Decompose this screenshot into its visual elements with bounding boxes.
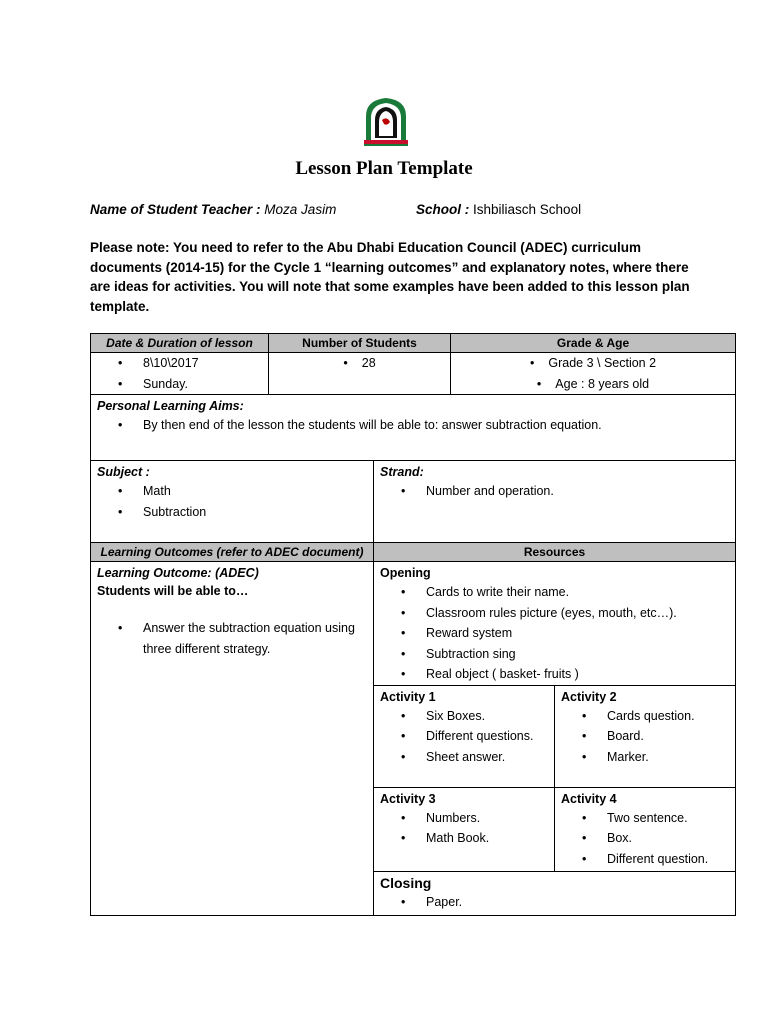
closing-list — [374, 892, 735, 913]
subject-list — [91, 481, 373, 522]
activity2-label: Activity 2 — [561, 689, 617, 704]
list-item: • Math — [91, 481, 373, 502]
list-item: • Subtraction sing — [374, 644, 735, 665]
closing-label: Closing — [380, 874, 432, 891]
school-logo — [361, 96, 411, 150]
header-outcomes: Learning Outcomes (refer to ADEC document) — [91, 543, 374, 562]
date-list — [91, 353, 268, 394]
list-item: • Grade 3 \ Section 2 — [451, 353, 735, 374]
grade-list — [451, 353, 735, 394]
activity3-cell — [374, 787, 555, 871]
activity1-label: Activity 1 — [380, 689, 436, 704]
aims-label: Personal Learning Aims: — [97, 399, 244, 413]
teacher-value: Moza Jasim — [264, 202, 337, 217]
strand-list — [374, 481, 735, 502]
aims-list — [91, 415, 735, 436]
strand-cell — [374, 461, 736, 543]
outcomes-list — [91, 618, 373, 659]
list-item: • Sheet answer. — [374, 747, 554, 768]
list-item: • Board. — [555, 726, 735, 747]
list-item: • Reward system — [374, 623, 735, 644]
list-item: • Answer the subtraction equation using three different strategy. — [91, 618, 373, 659]
opening-list — [374, 582, 735, 685]
header-resources: Resources — [374, 543, 736, 562]
subject-cell — [91, 461, 374, 543]
list-item: • 28 — [269, 353, 450, 374]
list-item: • 8\10\2017 — [91, 353, 268, 374]
activity2-cell — [555, 685, 736, 787]
list-item: • Cards question. — [555, 706, 735, 727]
subject-label: Subject : — [97, 465, 150, 479]
list-item: • Box. — [555, 828, 735, 849]
header-date: Date & Duration of lesson — [91, 334, 269, 353]
strand-label: Strand: — [380, 465, 424, 479]
list-item: • Subtraction — [91, 502, 373, 523]
teacher-line — [90, 202, 336, 217]
students-cell — [269, 353, 451, 395]
opening-label: Opening — [380, 566, 431, 580]
aims-cell — [91, 395, 736, 461]
header-students: Number of Students — [269, 334, 451, 353]
teacher-label: Name of Student Teacher : — [90, 202, 261, 217]
list-item: • Classroom rules picture (eyes, mouth, etc…). — [374, 603, 735, 624]
list-item: • Marker. — [555, 747, 735, 768]
list-item: • Different question. — [555, 849, 735, 870]
list-item: • Numbers. — [374, 808, 554, 829]
list-item: • Sunday. — [91, 374, 268, 395]
act2-list — [555, 706, 735, 768]
note-paragraph: Please note: You need to refer to the Abu Dhabi Education Council (ADEC) curriculum documents (2014-15) for the Cycle 1 “learning outcomes” and explanatory notes, where there are ideas for activities. You will note that some examples have been added to this lesson plan template. — [90, 240, 690, 314]
act1-list — [374, 706, 554, 768]
list-item: • Math Book. — [374, 828, 554, 849]
lesson-plan-table — [90, 333, 736, 916]
act4-list — [555, 808, 735, 870]
students-list — [269, 353, 450, 374]
outcome-sub: Students will be able to… — [97, 584, 249, 598]
list-item: • Two sentence. — [555, 808, 735, 829]
outcomes-cell — [91, 562, 374, 916]
list-item: • Number and operation. — [374, 481, 735, 502]
resources-cell — [374, 562, 736, 916]
header-grade: Grade & Age — [451, 334, 736, 353]
resources-table — [374, 562, 735, 915]
activity4-label: Activity 4 — [561, 791, 617, 806]
outcome-label: Learning Outcome: (ADEC) — [97, 566, 259, 580]
school-line — [416, 202, 581, 217]
date-cell — [91, 353, 269, 395]
activity1-cell — [374, 685, 555, 787]
list-item: • Six Boxes. — [374, 706, 554, 727]
activity3-label: Activity 3 — [380, 791, 436, 806]
list-item: • Real object ( basket- fruits ) — [374, 664, 735, 685]
list-item: • Cards to write their name. — [374, 582, 735, 603]
list-item: • By then end of the lesson the students will be able to: answer subtraction equation. — [91, 415, 735, 436]
page-title: Lesson Plan Template — [295, 158, 473, 179]
activity4-cell — [555, 787, 736, 871]
school-value: Ishbiliasch School — [473, 202, 582, 217]
school-label: School : — [416, 202, 470, 217]
list-item: • Different questions. — [374, 726, 554, 747]
grade-cell — [451, 353, 736, 395]
list-item: • Paper. — [374, 892, 735, 913]
list-item: • Age : 8 years old — [451, 374, 735, 395]
act3-list — [374, 808, 554, 849]
opening-cell — [374, 562, 735, 685]
closing-cell — [374, 871, 735, 915]
